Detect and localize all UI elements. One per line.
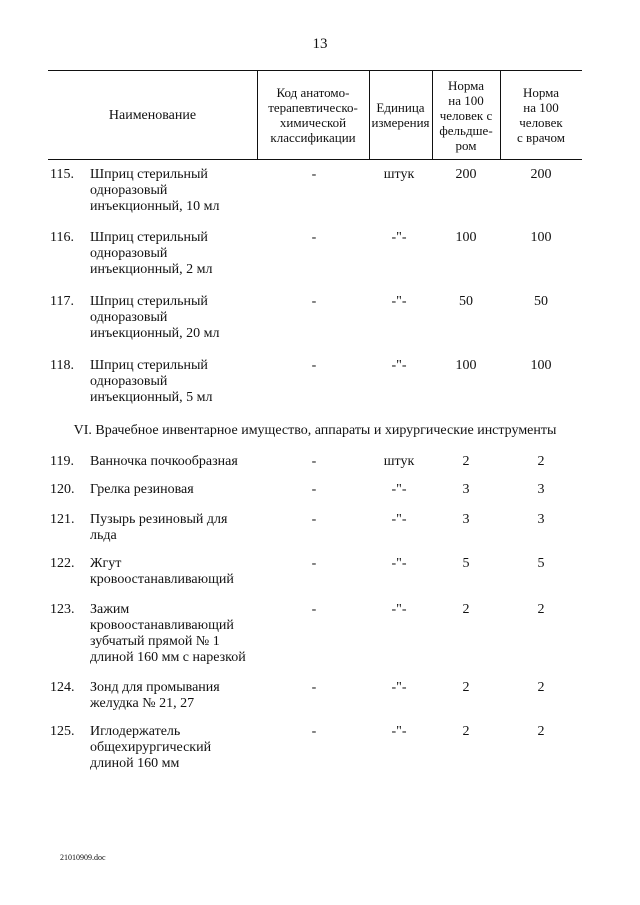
row-number: 119. bbox=[50, 454, 74, 469]
row-norm-feldsher: 3 bbox=[462, 512, 470, 527]
row-norm-doctor: 200 bbox=[530, 167, 552, 182]
row-norm-feldsher: 50 bbox=[459, 294, 473, 309]
row-code: - bbox=[311, 556, 317, 571]
row-unit: -"- bbox=[391, 602, 407, 617]
row-code: - bbox=[311, 454, 317, 469]
header-unit-text: Единица измерения bbox=[371, 100, 430, 130]
header-code bbox=[257, 71, 369, 159]
row-code: - bbox=[311, 602, 317, 617]
row-number: 117. bbox=[50, 294, 74, 309]
row-unit: -"- bbox=[391, 680, 407, 695]
header-name bbox=[48, 71, 257, 159]
header-norm-doctor bbox=[500, 71, 582, 159]
row-unit: -"- bbox=[391, 482, 407, 497]
row-code: - bbox=[311, 512, 317, 527]
row-number: 123. bbox=[50, 602, 75, 617]
row-number: 120. bbox=[50, 482, 75, 497]
row-norm-doctor: 100 bbox=[530, 230, 552, 245]
row-name: Шприц стерильный одноразовый инъекционный, 2 мл bbox=[90, 230, 213, 277]
table-header-rule bbox=[48, 159, 582, 160]
row-unit: штук bbox=[383, 167, 415, 182]
row-name: Жгут кровоостанавливающий bbox=[90, 556, 234, 587]
row-norm-doctor: 3 bbox=[537, 512, 545, 527]
row-code: - bbox=[311, 724, 317, 739]
row-unit: штук bbox=[383, 454, 415, 469]
row-name: Шприц стерильный одноразовый инъекционный, 10 мл bbox=[90, 167, 220, 214]
section-title: VI. Врачебное инвентарное имущество, аппараты и хирургические инструменты bbox=[73, 423, 557, 438]
norms-table bbox=[48, 70, 582, 160]
row-norm-doctor: 2 bbox=[537, 602, 545, 617]
row-name: Грелка резиновая bbox=[90, 482, 194, 497]
row-unit: -"- bbox=[391, 556, 407, 571]
row-norm-feldsher: 200 bbox=[455, 167, 477, 182]
row-number: 124. bbox=[50, 680, 75, 695]
row-code: - bbox=[311, 680, 317, 695]
row-norm-feldsher: 3 bbox=[462, 482, 470, 497]
row-unit: -"- bbox=[391, 230, 407, 245]
row-norm-doctor: 50 bbox=[534, 294, 548, 309]
row-norm-feldsher: 2 bbox=[462, 602, 470, 617]
header-norm-feldsher-text: Норма на 100 человек с фельдше- ром bbox=[439, 77, 493, 153]
header-code-text: Код анатомо- терапевтическо- химической классификации bbox=[268, 85, 358, 145]
row-name: Пузырь резиновый для льда bbox=[90, 512, 228, 543]
row-code: - bbox=[311, 167, 317, 182]
row-unit: -"- bbox=[391, 358, 407, 373]
header-norm-doctor-text: Норма на 100 человек с врачом bbox=[517, 85, 565, 145]
row-norm-doctor: 100 bbox=[530, 358, 552, 373]
header-unit bbox=[369, 71, 432, 159]
row-norm-feldsher: 2 bbox=[462, 454, 470, 469]
row-name: Зажим кровоостанавливающий зубчатый прямой № 1 длиной 160 мм с нарезкой bbox=[90, 602, 246, 665]
row-number: 118. bbox=[50, 358, 74, 373]
row-name: Иглодержатель общехирургический длиной 160 мм bbox=[90, 724, 212, 771]
header-norm-feldsher bbox=[432, 71, 500, 159]
row-number: 125. bbox=[50, 724, 75, 739]
row-norm-feldsher: 2 bbox=[462, 724, 470, 739]
row-name: Шприц стерильный одноразовый инъекционный, 20 мл bbox=[90, 294, 220, 341]
row-norm-feldsher: 2 bbox=[462, 680, 470, 695]
row-unit: -"- bbox=[391, 724, 407, 739]
row-norm-doctor: 2 bbox=[537, 454, 545, 469]
row-norm-feldsher: 100 bbox=[455, 358, 477, 373]
page-number: 13 bbox=[312, 36, 328, 52]
row-number: 122. bbox=[50, 556, 75, 571]
row-name: Зонд для промывания желудка № 21, 27 bbox=[90, 680, 220, 711]
row-norm-doctor: 3 bbox=[537, 482, 545, 497]
row-code: - bbox=[311, 294, 317, 309]
row-number: 116. bbox=[50, 230, 74, 245]
row-unit: -"- bbox=[391, 294, 407, 309]
row-number: 115. bbox=[50, 167, 74, 182]
row-code: - bbox=[311, 482, 317, 497]
row-code: - bbox=[311, 230, 317, 245]
row-norm-doctor: 2 bbox=[537, 680, 545, 695]
row-unit: -"- bbox=[391, 512, 407, 527]
row-norm-doctor: 5 bbox=[537, 556, 545, 571]
header-name-text: Наименование bbox=[108, 107, 197, 123]
row-code: - bbox=[311, 358, 317, 373]
row-norm-doctor: 2 bbox=[537, 724, 545, 739]
row-norm-feldsher: 100 bbox=[455, 230, 477, 245]
row-name: Ванночка почкообразная bbox=[90, 454, 238, 469]
row-number: 121. bbox=[50, 512, 75, 527]
row-norm-feldsher: 5 bbox=[462, 556, 470, 571]
table-header bbox=[48, 71, 582, 159]
row-name: Шприц стерильный одноразовый инъекционный, 5 мл bbox=[90, 358, 213, 405]
footer-filename: 21010909.doc bbox=[60, 853, 106, 862]
